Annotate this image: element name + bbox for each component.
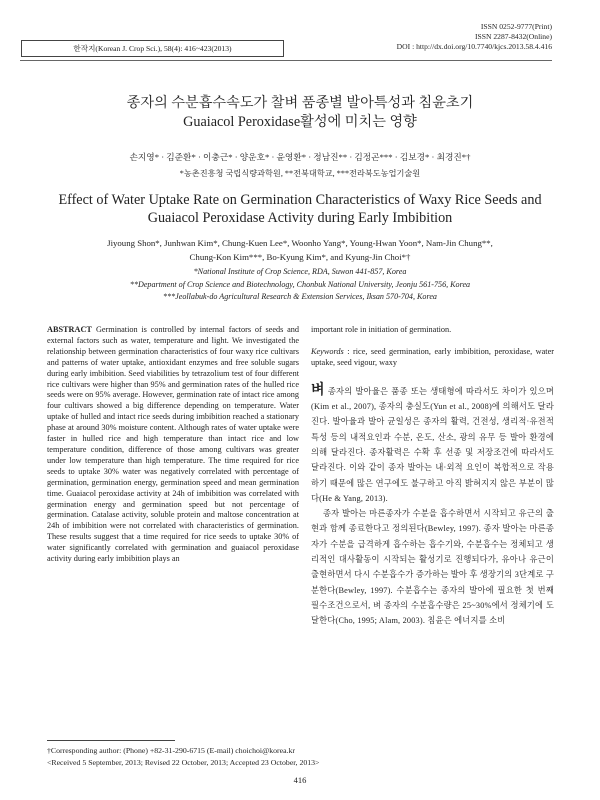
page-number: 416 (293, 775, 307, 785)
keywords-block (311, 347, 554, 369)
abstract-text: Germination is controlled by internal factors of seeds and external factors such as water, temperature and light. We investigated the relationship between germination characteristics of four waxy rice cultivars and patterns of water uptake, antioxidant enzymes and free soluble sugars during early imbibition. Seed viabilities by tetrazolium test of four different rice cultivars were higher than 95% and germination rates of the hulled rice seeds were on 95% average. However, germination rate of intact rice among four cultivars showed a big difference depending on temperature. Water uptake of hulled and intact rice seeds during imbibition reached a stationary phase at around 30% moisture content. Although rates of water uptake were faster in hulled rice and high temperature than intact rice and low temperature condition, difference of those among cultivars was greater under low temperature than high temperature. The time required for rice seeds to uptake 30% water was negatively correlated with percentage of germination, germination energy, germination speed and mean germination time. Guaiacol peroxidase activity at 24h of imbibition was correlated with germination energy and germination speed but not percentage of germination. Catalase activity, soluble protein and maltose concentration at 24h of imbibition were not correlated with characteristics of germination. These results suggest that a time required for rice seeds to uptake 30% of water significantly correlated with germination and guaiacol peroxidase activity during early imbibition plays an (47, 325, 299, 564)
abstract-column (47, 325, 299, 565)
doi-link[interactable]: DOI : http://dx.doi.org/10.7740/kjcs.2013.58.4.416 (396, 42, 552, 52)
right-column (311, 325, 554, 628)
english-title-line1: Effect of Water Uptake Rate on Germination Characteristics of Waxy Rice Seeds and (58, 192, 542, 208)
received-dates: <Received 5 September, 2013; Revised 22 October, 2013; Accepted 23 October, 2013> (47, 757, 320, 767)
journal-citation: 한작지(Korean J. Crop Sci.), 58(4): 416~423(2013) (73, 44, 232, 53)
abstract-continuation: important role in initiation of germination. (311, 325, 452, 334)
journal-citation-box (21, 40, 284, 57)
english-authors-line2: Chung-Kon Kim***, Bo-Kyung Kim*, and Kyung-Jin Choi*† (189, 252, 411, 262)
english-title (0, 191, 600, 227)
drop-cap: 벼 (311, 382, 325, 398)
korean-title-line2: Guaiacol Peroxidase활성에 미치는 영향 (183, 114, 417, 130)
affiliation-1: *National Institute of Crop Science, RDA, Suwon 441-857, Korea (193, 267, 407, 276)
abstract-label: ABSTRACT (47, 325, 92, 334)
english-authors-line1: Jiyoung Shon*, Junhwan Kim*, Chung-Kuen Lee*, Woonho Yang*, Young-Hwan Yoon*, Nam-Jin Chung**, (107, 238, 493, 248)
korean-authors: 손지영* · 김준환* · 이충근* · 양운호* · 윤영환* · 정남진** · 김정곤*** · 김보경* · 최경진*† (129, 152, 471, 162)
footnote-rule (47, 740, 175, 741)
body-paragraph-1-text: 종자의 발아율은 품종 또는 생태형에 따라서도 차이가 있으며(Kim et al., 2007), 종자의 충실도(Yun et al., 2008)에 의해서도 달라진다. 발아율과 발아 균일성은 종자의 활력, 건전성, 생리적·유전적 특성 등의 내적요인과 수분, 온도, 산소, 광의 유무 등 발아 환경에 의해 달라진다. 종자활력은 수확 후 선종 및 저장조건에 따라서도 달라진다. 이와 같이 종자 발아는 내·외적 요인이 복합적으로 작용하기 때문에 많은 연구에도 불구하고 아직 밝혀지지 않은 부분이 많다(He & Yang, 2013). (311, 386, 554, 503)
corresponding-author: †Corresponding author: (Phone) +82-31-290-6715 (E-mail) choichoi@korea.kr (47, 746, 296, 755)
issn-print: ISSN 0252-9777(Print) (480, 22, 552, 31)
header-rule (20, 60, 552, 61)
issn-doi-block (397, 22, 552, 53)
body-paragraph-1 (311, 384, 554, 506)
footnote (47, 745, 567, 768)
english-authors (0, 236, 600, 264)
korean-affiliations: *농촌진흥청 국립식량과학원, **전북대학교, ***전라북도농업기술원 (179, 169, 421, 178)
english-title-line2: Guaiacol Peroxidase Activity during Early Imbibition (147, 210, 453, 226)
english-affiliations (0, 266, 600, 304)
issn-online: ISSN 2287-8432(Online) (475, 32, 552, 42)
affiliation-3: ***Jeollabuk-do Agricultural Research & Extension Services, Iksan 570-704, Korea (163, 292, 437, 301)
keywords-text: : rice, seed germination, early imbibition, peroxidase, water uptake, seed vigour, waxy (311, 346, 554, 367)
affiliation-2: **Department of Crop Science and Biotechnology, Chonbuk National University, Jeonju 561-756, Korea (129, 279, 471, 289)
body-paragraph-2: 종자 발아는 마른종자가 수분을 흡수하면서 시작되고 유근의 출현과 함께 종료한다고 정의된다(Bewley, 1997). 종자 발아는 마른종자가 수분을 급격하게 흡수하는 흡수기와, 수분흡수는 정체되고 생리적인 대사활동이 시작되는 활성기로 진행되다가, 유아나 유근이 출현하면서 다시 수분흡수가 증가하는 발아 후 생장기의 3단계로 구분한다(Bewley, 1997). 수분흡수는 종자의 발아에 필요한 첫 번째 필수조건으로서, 벼 종자의 수분흡수량은 25~30%에서 정체기에 도달한다(Cho, 1995; Alam, 2003). 침윤은 에너지를 소비 (311, 509, 555, 626)
korean-title (0, 94, 600, 132)
korean-title-line1: 종자의 수분흡수속도가 찰벼 품종별 발아특성과 침윤초기 (126, 95, 474, 111)
keywords-label: Keywords (311, 346, 344, 356)
